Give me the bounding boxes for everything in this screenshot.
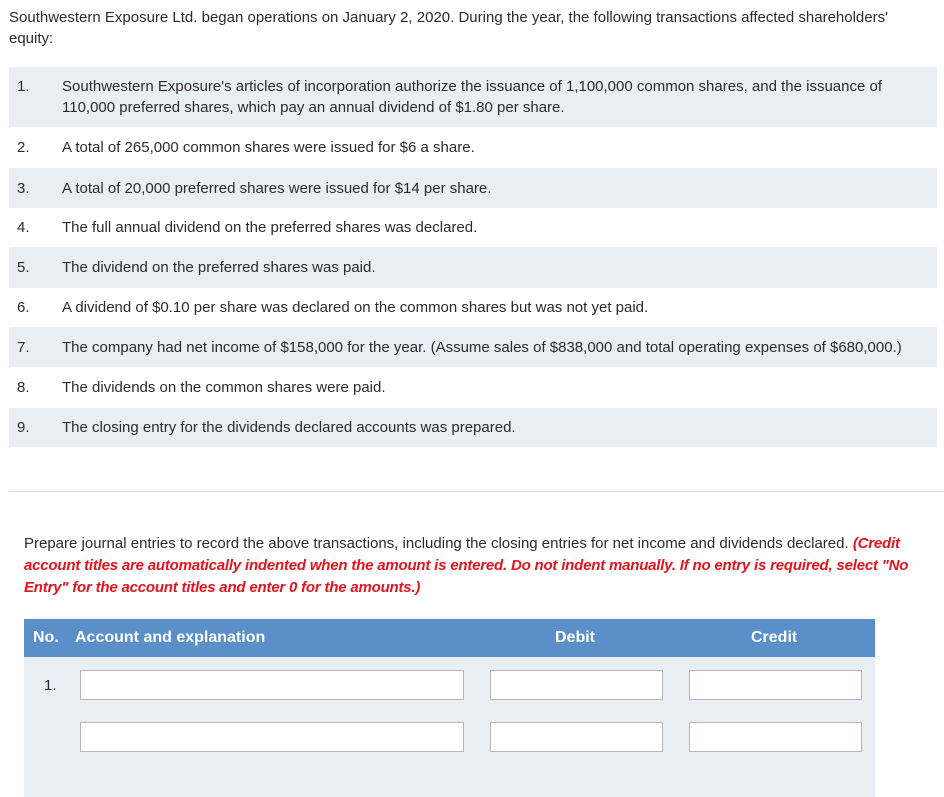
transactions-table (9, 67, 937, 447)
transaction-row (9, 247, 937, 288)
transaction-text: The closing entry for the dividends declared accounts was prepared. (61, 408, 937, 447)
debit-input[interactable] (490, 722, 663, 752)
instructions (24, 533, 914, 599)
credit-input[interactable] (689, 722, 862, 752)
problem-intro: Southwestern Exposure Ltd. began operations on January 2, 2020. During the year, the following transactions affected shareholders' equity: (9, 9, 888, 47)
header-credit: Credit (751, 629, 798, 646)
transaction-number: 6. (9, 288, 61, 327)
transaction-number: 9. (9, 408, 61, 447)
journal-header (24, 619, 875, 657)
debit-input[interactable] (490, 670, 663, 700)
header-no: No. (33, 629, 59, 646)
transaction-text: A total of 20,000 preferred shares were issued for $14 per share. (61, 168, 937, 208)
transaction-row (9, 208, 937, 247)
account-input[interactable] (80, 670, 464, 700)
transaction-number: 2. (9, 127, 61, 168)
transaction-number: 8. (9, 367, 61, 408)
transaction-number: 7. (9, 327, 61, 367)
instructions-main: Prepare journal entries to record the above transactions, including the closing entries for net income and dividends declared. (24, 535, 849, 552)
transaction-row (9, 168, 937, 208)
transaction-row (9, 367, 937, 408)
transaction-text: The dividends on the common shares were paid. (61, 367, 937, 408)
instructions-note: (Credit account titles are automatically indented when the amount is entered. Do not indent manually. If no entry is required, select "No Entry" for the account titles and enter 0 for the amounts.) (24, 535, 909, 596)
transaction-text: Southwestern Exposure's articles of incorporation authorize the issuance of 1,100,000 common shares, and the issuance of 110,000 preferred shares, which pay an annual dividend of $1.80 per share. (61, 67, 937, 127)
section-divider (9, 491, 944, 492)
transaction-row (9, 288, 937, 327)
entry-number: 1. (44, 677, 57, 694)
transaction-text: The dividend on the preferred shares was paid. (61, 247, 937, 288)
transaction-text: A dividend of $0.10 per share was declared on the common shares but was not yet paid. (61, 288, 937, 327)
transaction-row (9, 67, 937, 127)
header-account: Account and explanation (75, 629, 266, 646)
transaction-number: 1. (9, 67, 61, 127)
credit-input[interactable] (689, 670, 862, 700)
transaction-text: The full annual dividend on the preferred shares was declared. (61, 208, 937, 247)
journal-body (24, 657, 875, 797)
transaction-number: 3. (9, 168, 61, 208)
header-debit: Debit (555, 629, 595, 646)
transaction-row (9, 127, 937, 168)
transaction-number: 4. (9, 208, 61, 247)
transaction-text: The company had net income of $158,000 for the year. (Assume sales of $838,000 and total operating expenses of $680,000.) (61, 327, 937, 367)
transaction-text: A total of 265,000 common shares were issued for $6 a share. (61, 127, 937, 168)
journal-entry-table (24, 619, 875, 797)
account-input[interactable] (80, 722, 464, 752)
transaction-number: 5. (9, 247, 61, 288)
transaction-row (9, 327, 937, 367)
transaction-row (9, 408, 937, 447)
